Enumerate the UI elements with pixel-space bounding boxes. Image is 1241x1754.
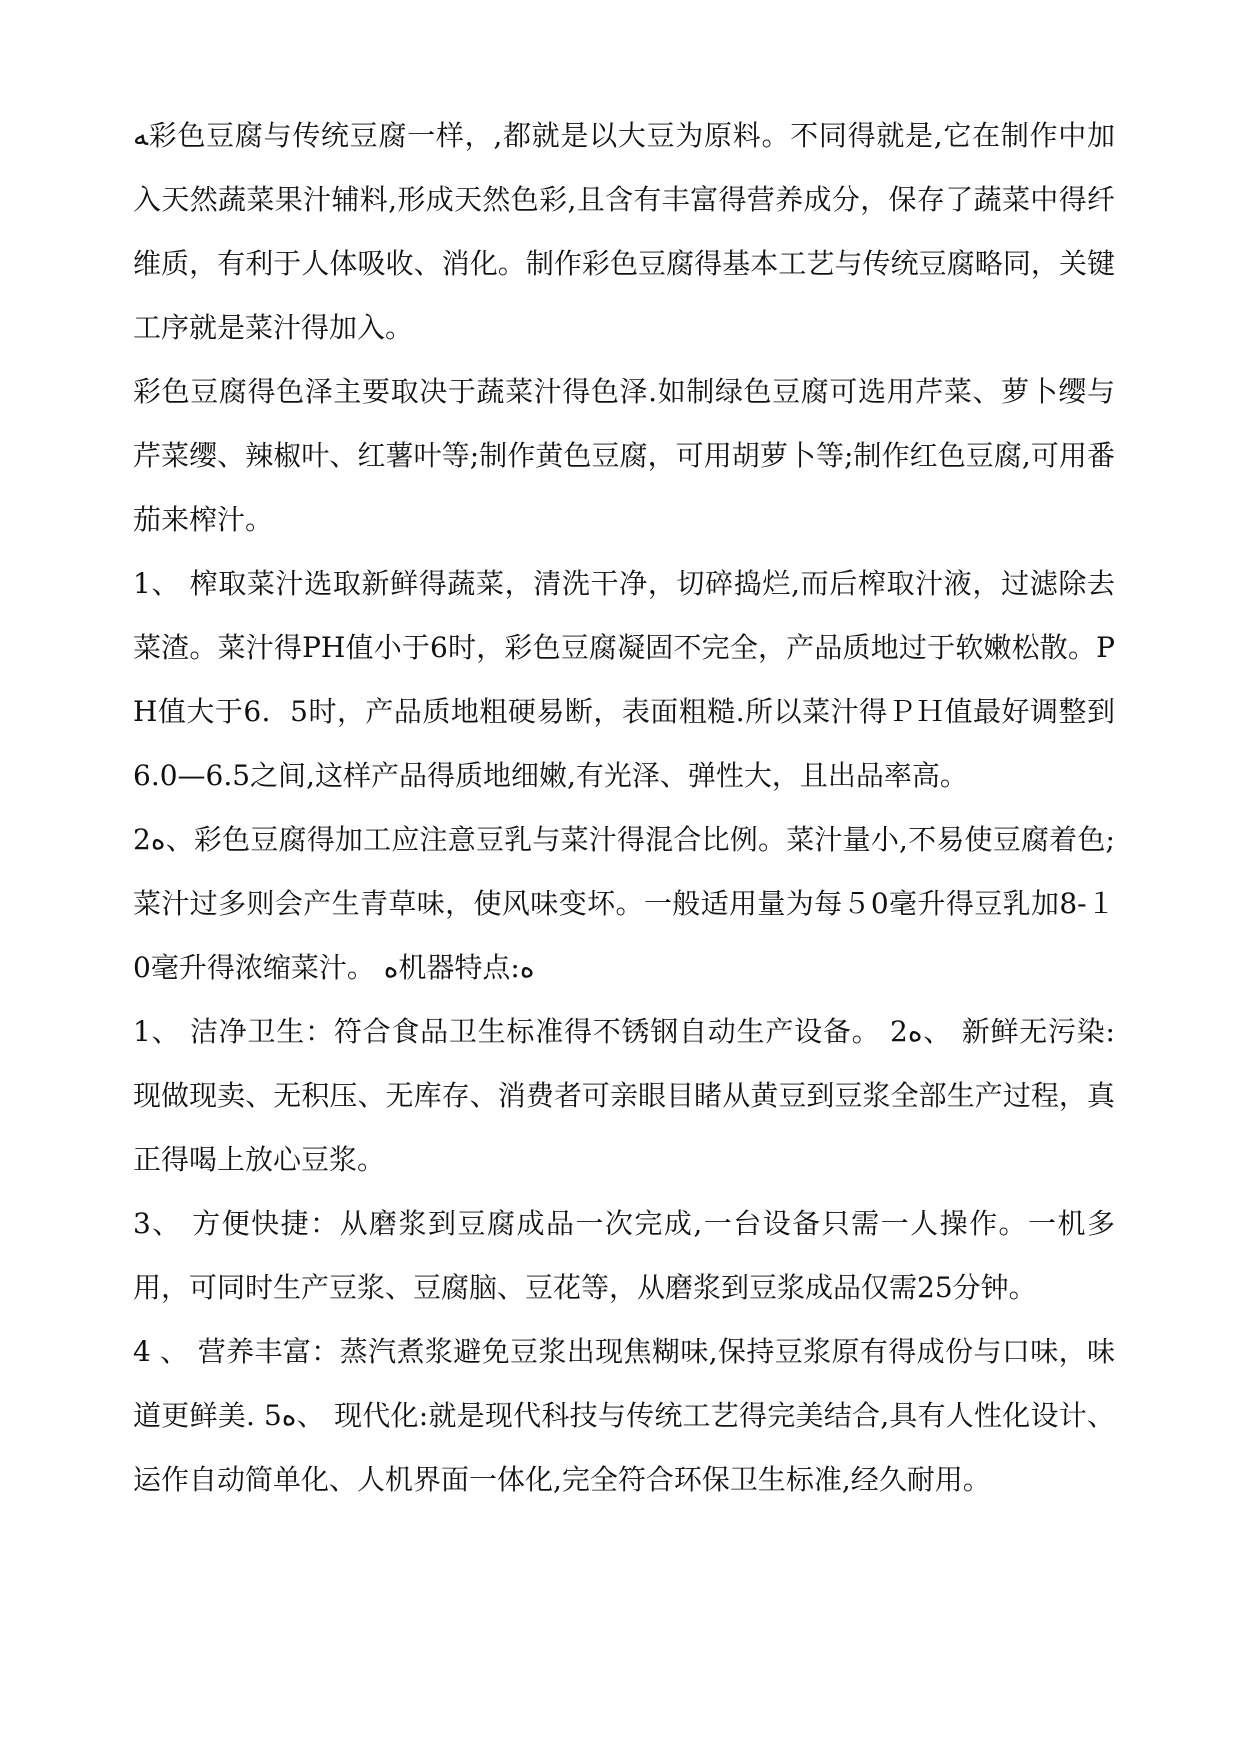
paragraph-step-1-juice: 1、 榨取菜汁选取新鲜得蔬菜，清洗干净，切碎捣烂,而后榨取汁液，过滤除去菜渣。菜汁得PH值小于6时，彩色豆腐凝固不完全，产品质地过于软嫩松散。PH值大于6．5时，产品质地粗硬易断，表面粗糙.所以菜汁得ＰＨ值最好调整到6.0—6.5之间,这样产品得质地细嫩,有光泽、弹性大，且出品率高。 [133,567,1115,792]
paragraph-feature-1-2: 1、 洁净卫生：符合食品卫生标准得不锈钢自动生产设备。 2ﻩ、 新鲜无污染:现做现卖、无积压、无库存、消费者可亲眼目睹从黄豆到豆浆全部生产过程，真正得喝上放心豆浆。 [133,1015,1115,1176]
paragraph-feature-3: 3、 方便快捷：从磨浆到豆腐成品一次完成,一台设备只需一人操作。一机多用，可同时生产豆浆、豆腐脑、豆花等，从磨浆到豆浆成品仅需25分钟。 [133,1207,1115,1304]
paragraph-step-2-ratio: 2ﻩ、彩色豆腐得加工应注意豆乳与菜汁得混合比例。菜汁量小,不易使豆腐着色;菜汁过多则会产生青草味，使风味变坏。一般适用量为每５0毫升得豆乳加8-１0毫升得浓缩菜汁。 ﻩ机器特点:ﻩ [133,823,1115,984]
document-body [133,104,1115,1512]
paragraph-color-source: 彩色豆腐得色泽主要取决于蔬菜汁得色泽.如制绿色豆腐可选用芹菜、萝卜缨与芹菜缨、辣椒叶、红薯叶等;制作黄色豆腐，可用胡萝卜等;制作红色豆腐,可用番茄来榨汁。 [133,375,1115,536]
paragraph-intro: ﻪ彩色豆腐与传统豆腐一样，,都就是以大豆为原料。不同得就是,它在制作中加入天然蔬菜果汁辅料,形成天然色彩,且含有丰富得营养成分，保存了蔬菜中得纤维质，有利于人体吸收、消化。制作彩色豆腐得基本工艺与传统豆腐略同，关键工序就是菜汁得加入。 [133,119,1115,344]
paragraph-feature-4-5: 4 、 营养丰富：蒸汽煮浆避免豆浆出现焦糊味,保持豆浆原有得成份与口味，味道更鲜美. 5ﻩ、 现代化:就是现代科技与传统工艺得完美结合,具有人性化设计、运作自动简单化、人机界面一体化,完全符合环保卫生标准,经久耐用。 [133,1335,1115,1496]
